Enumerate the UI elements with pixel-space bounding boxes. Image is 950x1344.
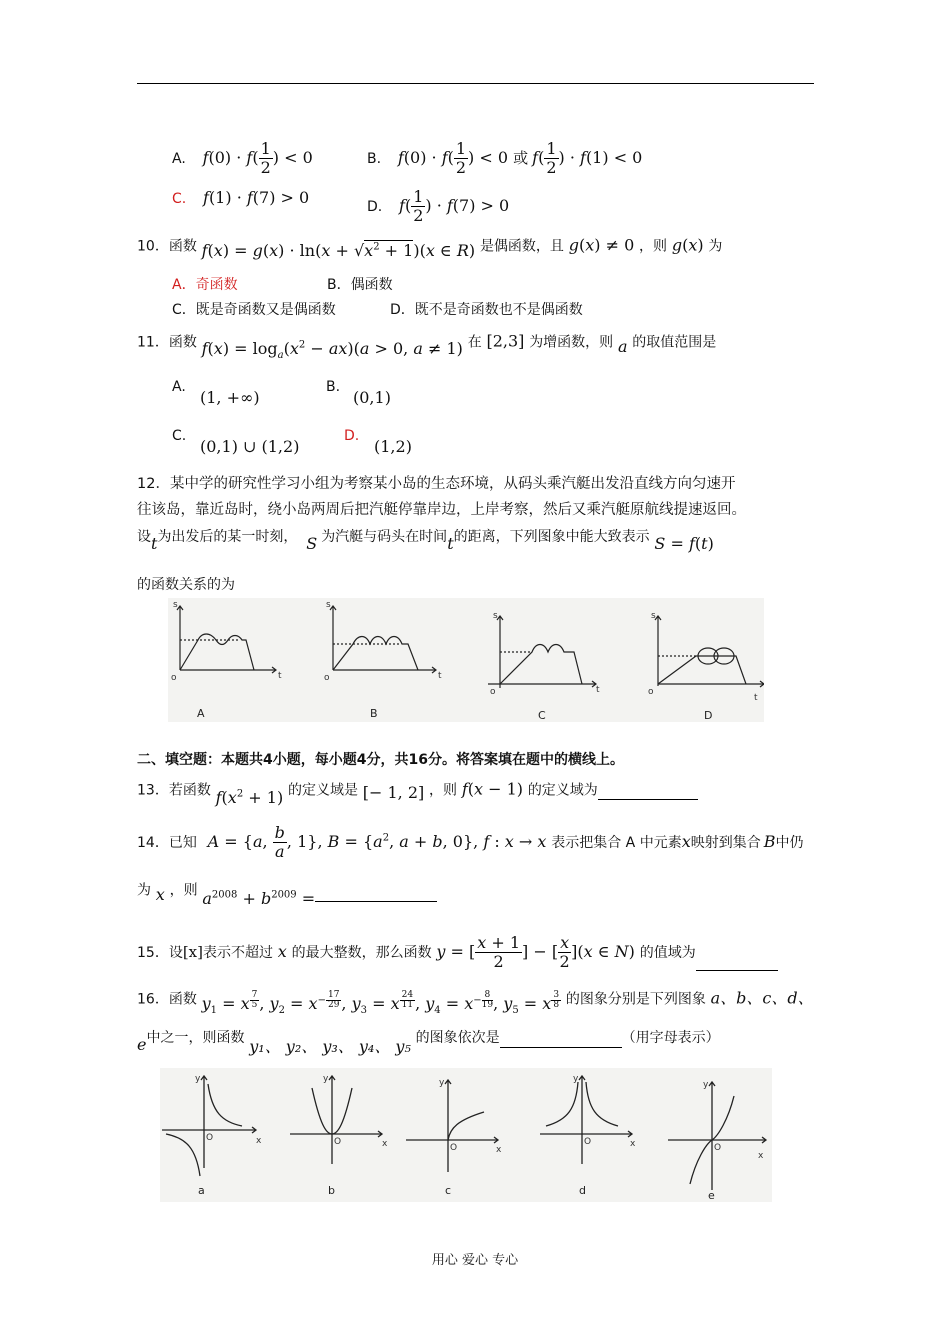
q12-graph-c-axis-t: t [596,685,600,695]
q16-graph-e-axis-o: O [714,1143,722,1153]
q9-option-a [172,140,313,177]
q16-graph-e-label: e [708,1189,715,1202]
q12-line4: 的函数关系的为 [137,577,235,593]
q10-cond: g(x) ≠ 0 [568,235,635,255]
q12-graph-a-axis-o: o [171,673,177,683]
q9-option-c-expr: f(1) · f(7) > 0 [203,188,310,207]
q15-answer-blank[interactable] [696,954,778,971]
q12-graph-c [488,616,596,688]
q10-option-b: B．偶函数 [327,277,393,293]
q12-graph-d-axis-s: s [651,611,656,621]
q10-text1: 是偶函数，且 [479,238,564,255]
q10-text3: 为 [708,238,723,255]
q12-graph-a-axis-s: s [173,600,178,610]
q16-graph-b [290,1076,382,1164]
q12-line3: 设t为出发后的某一时刻， S 为汽艇与码头在时间t的距离，下列图象中能大致表示 S = f(t) [137,529,714,553]
q16-graph-c-axis-o: O [450,1143,458,1153]
q11-text3: 的取值范围是 [632,334,717,351]
q9-option-a-label: A. [172,151,186,167]
q12-graph-c-axis-o: o [490,687,496,697]
q11-expr: $f(x) = \log_a(x^2 - ax)(a > 0$, a ≠ 1) [201,339,463,362]
q11-option-a-label: A. [172,379,186,395]
q16-graph-d-axis-x: x [630,1139,636,1149]
q14-stem: 14．已知 A = {a, $\frac{b}{a}$ , 1}, $B = \{a^2$, a + b, 0}, f : x → x 表示把集合 A 中元素x映射到集合 B中仍 [137,823,804,861]
q16-graph-e-axis-y: y [703,1080,709,1090]
q14-sets: A = {a, $\frac{b}{a}$ , 1}, $B = \{a^2$, a + b, 0}, f : x → x [207,823,547,861]
q16-graph-d-label: d [579,1184,586,1197]
q9-option-d-label: D. [367,199,383,215]
q12-expr: S = f(t) [654,534,714,553]
q10-stem [137,232,723,261]
q11-option-c-value: (0,1) ∪ (1,2) [200,437,300,456]
q16-graph-b-label: b [328,1184,335,1197]
q9-option-d [367,188,509,225]
q13-expr2: f(x − 1) [461,779,524,799]
q13-answer-blank[interactable] [598,783,698,800]
q9-option-c [172,188,309,209]
q9-option-b: B. f(0) · f( $\frac{1}{2}$ ) < 0 或 f( $\frac{1}{2}$ ) · f(1) < 0 [367,139,643,177]
q16-graph-d [540,1076,632,1164]
q10-target: g(x) [671,235,704,255]
q16-graph-c-label: c [445,1184,452,1197]
q16-graph-b-axis-o: O [334,1137,342,1147]
q12-graph-d-axis-t: t [754,693,758,703]
q10-option-d: D．既不是奇函数也不是偶函数 [390,302,583,318]
q11-option-b-value: (0,1) [353,388,391,407]
q11-stem [137,328,717,362]
section-2-title: 二、填空题：本题共4小题，每小题4分，共16分。将答案填在题中的横线上。 [137,752,624,768]
q11-number: 11．函数 [137,334,197,351]
q12-line2: 往该岛，靠近岛时，绕小岛两周后把汽艇停靠岸边，上岸考察，然后又乘汽艇原航线提速返回。 [137,502,746,518]
q16-graph-b-axis-x: x [382,1139,388,1149]
q16-graph-a [162,1076,256,1176]
page-footer: 用心 爱心 专心 [431,1253,519,1268]
q16-graph-d-axis-o: O [584,1137,592,1147]
q16-line2: e中之一，则函数 y₁、 y₂、 y₃、 y₄、 y₅ 的图象依次是 （用字母表示） [137,1030,720,1056]
q12-graph-a-axis-t: t [278,671,282,681]
q11-option-c-label: C. [172,428,187,444]
q11-option-a-value: (1, +∞) [200,388,260,407]
q16-answer-blank[interactable] [500,1031,622,1048]
q12-graph-a-label: A [197,707,205,720]
q9-option-b-expr: f(0) · f( $\frac{1}{2}$ ) < 0 [397,139,514,177]
q16-expr: $y_1 = x$ $^{\frac{7}{5}}$ , $y_2 = x^{- \frac{17}{29}}$ , $y_3 = x$ $^{\frac{24}{11}}$ , $y_4 = x^{- \frac{8}{19}}$ , $y_5 = x$ $^{\frac{3}{8}}$ [201,990,560,1017]
q13-expr1: $f(x^2 + 1)$ [215,788,284,808]
q16-letters: a、b、c、d、 [710,988,814,1008]
q12-graph-c-axis-s: s [493,611,498,621]
q14-line2: 为 x ，则 $a^{2008} + b^{2009}$ = [137,876,437,900]
q10-number: 10．函数 [137,238,197,255]
q16-graph-a-label: a [198,1184,205,1197]
q13-domain: [− 1, 2] [362,783,425,803]
q16-graph-a-axis-x: x [256,1136,262,1146]
q16-graph-c-axis-y: y [439,1078,445,1088]
q12-graph-d-label: D [704,709,713,722]
q15-expr: y = [ $\frac{x + 1}{2}$ ] − [ $\frac{x}{2}$ ](x ∈ N) [436,933,635,971]
q9-option-b-or: 或 [513,149,529,167]
q14-answer-blank[interactable] [315,885,437,902]
q16-ys: y₁、 y₂、 y₃、 y₄、 y₅ [249,1037,411,1056]
q10-text2: ，则 [639,238,668,255]
q9-option-a-expr: f(0) · f( $\frac{1}{2}$ ) < 0 [202,139,313,177]
q12-graph-d-axis-o: o [648,687,654,697]
q9-option-d-expr: f( $\frac{1}{2}$ ) · f(7) > 0 [399,187,510,225]
q15-stem: 15．设[x]表示不超过 x 的最大整数，那么函数 y = [ $\frac{x + 1}{2}$ ] − [ $\frac{x}{2}$ ](x ∈ N) 的值域为 [137,934,778,971]
q11-text1: 在 [467,334,482,351]
q12-graphs-figure [168,598,764,722]
q10-option-a: A．奇函数 [172,277,238,293]
q12-graph-a [177,606,276,673]
q14-expr: $a^{2008} + b^{2009}$ = [202,889,316,909]
q16-graph-b-axis-y: y [323,1074,329,1084]
q12-graph-d [655,616,764,687]
q12-line1: 12．某中学的研究性学习小组为考察某小岛的生态环境，从码头乘汽艇出发沿直线方向匀速开 [137,476,736,492]
q13-stem: 13．若函数 $f(x^2 + 1)$ 的定义域是 [− 1, 2] ，则 f(x − 1) 的定义域为 [137,776,698,800]
q9-option-b-label: B. [367,151,382,167]
q12-graphs-svg [168,598,764,722]
q12-graph-b [330,606,436,673]
q12-graph-b-axis-o: o [324,673,330,683]
q12-graph-b-axis-t: t [438,671,442,681]
header-rule [137,83,814,84]
q12-graph-b-axis-s: s [326,600,331,610]
q10-expr: $f(x) = g(x) \cdot \ln(x + √x^2 + 1)(x$ ∈ R) [201,241,476,261]
q16-graphs-svg [160,1068,772,1202]
q11-option-d-label: D. [344,428,360,444]
q11-var: a [617,337,628,357]
q10-option-c: C．既是奇函数又是偶函数 [172,302,336,318]
q16-graph-a-axis-o: O [206,1133,214,1143]
q16-graphs-figure [160,1068,772,1202]
q9-option-c-label: C. [172,191,187,207]
q11-option-b-label: B. [326,379,341,395]
q16-graph-e [668,1082,766,1190]
q12-graph-c-label: C [538,709,546,722]
q11-text2: 为增函数，则 [529,334,614,351]
q16-graph-c-axis-x: x [496,1145,502,1155]
q12-graph-b-label: B [370,707,378,720]
q16-graph-e-axis-x: x [758,1151,764,1161]
q11-option-d-value: (1,2) [374,437,412,456]
q16-graph-d-axis-y: y [573,1074,579,1084]
q11-interval: [2,3] [486,331,525,351]
q16-stem: 16．函数 $y_1 = x$ $^{\frac{7}{5}}$ , $y_2 = x^{- \frac{17}{29}}$ , $y_3 = x$ $^{\frac{24}{11}}$ , $y_4 = x^{- \frac{8}{19}}$ , $y_5 = x$ $^{\frac{3}{8}}$ 的图象分别是下列图象 a、b、c、d、 [137,988,814,1017]
q16-graph-a-axis-y: y [195,1074,201,1084]
q16-graph-c [406,1080,498,1172]
